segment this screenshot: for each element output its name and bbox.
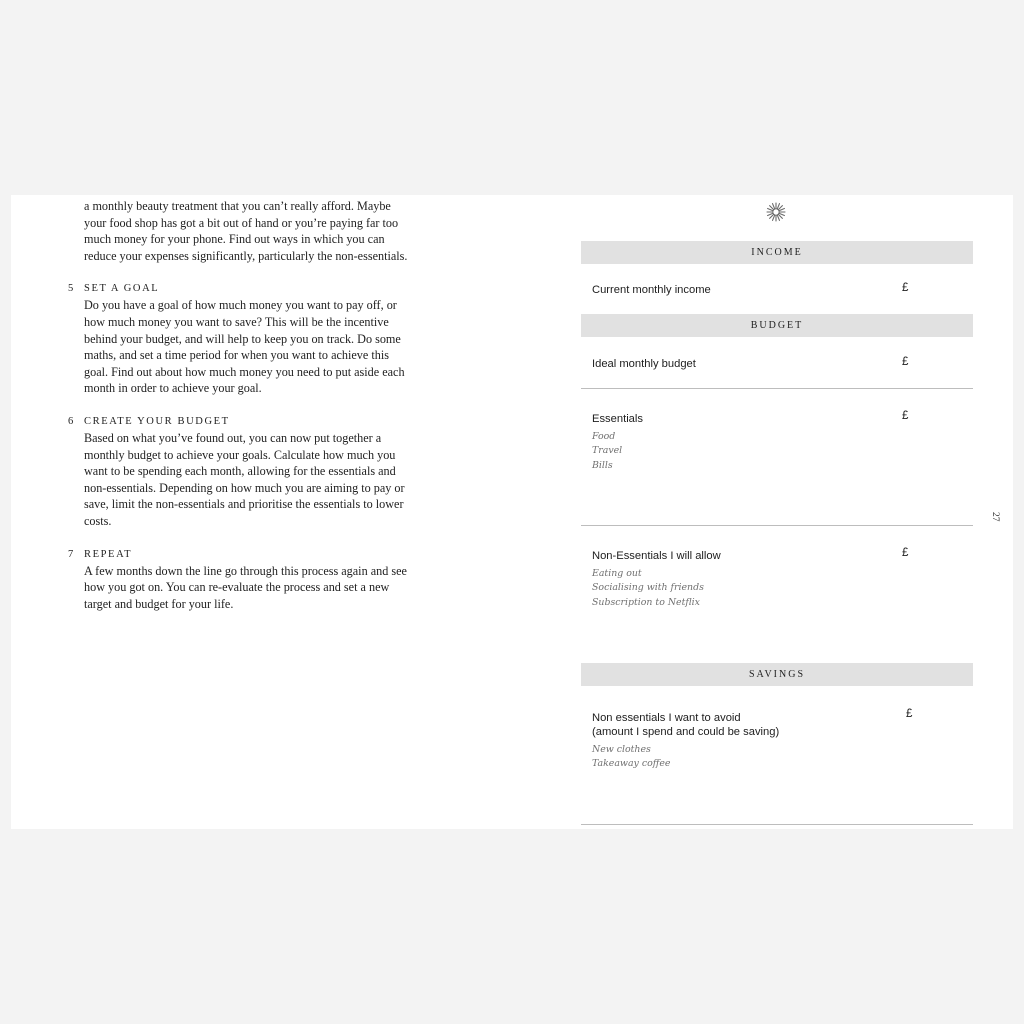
section-number: 5	[68, 283, 74, 295]
income-header: INCOME	[581, 241, 973, 264]
section-body: Do you have a goal of how much money you want to pay off, or how much money you want to save? This will be the incentive behind your budget, and will help to keep you on track. Do some maths, and set a time period for when you want to achieve this goal. Find out about how much money you need to put aside each month in order to achieve your goal.	[84, 298, 405, 396]
section-heading: SET A GOAL	[84, 283, 160, 295]
intro-paragraph: a monthly beauty treatment that you can’t really afford. Maybe your food shop has got a bit out of hand or you’re paying far too much money for your phone. Find out ways in which you can reduce your expenses significantly, particularly the non-essentials.	[84, 199, 408, 263]
non-essentials-item: Eating out	[592, 568, 642, 579]
essentials-label: Essentials	[592, 413, 643, 425]
currency-symbol: £	[902, 410, 909, 422]
non-essentials-label: Non-Essentials I will allow	[592, 550, 721, 562]
currency-symbol: £	[902, 282, 909, 294]
sun-ornament-icon	[766, 202, 786, 222]
left-page-text	[68, 198, 414, 612]
section-number: 6	[68, 415, 74, 427]
section-repeat	[68, 546, 414, 613]
section-heading: CREATE YOUR BUDGET	[84, 415, 230, 427]
page-number: 27	[990, 512, 1000, 522]
avoid-label-line1: Non essentials I want to avoid	[592, 712, 741, 724]
divider	[581, 388, 973, 389]
divider	[581, 824, 973, 825]
currency-symbol: £	[902, 356, 909, 368]
divider	[581, 525, 973, 526]
section-heading: REPEAT	[84, 548, 133, 560]
section-body: A few months down the line go through this process again and see how you got on. You can re-evaluate the process and set a new target and budget for your life.	[84, 563, 407, 611]
essentials-item: Travel	[592, 445, 623, 456]
ideal-budget-label: Ideal monthly budget	[592, 358, 696, 370]
currency-symbol: £	[906, 708, 913, 720]
section-set-goal	[68, 280, 414, 397]
current-income-label: Current monthly income	[592, 284, 711, 296]
non-essentials-item: Subscription to Netflix	[592, 597, 700, 608]
section-number: 7	[68, 548, 74, 560]
essentials-item: Food	[592, 431, 616, 442]
budget-header: BUDGET	[581, 314, 973, 337]
avoid-label-line2: (amount I spend and could be saving)	[592, 726, 780, 738]
currency-symbol: £	[902, 547, 909, 559]
non-essentials-item: Socialising with friends	[592, 582, 704, 593]
avoid-item: Takeaway coffee	[592, 758, 671, 769]
essentials-item: Bills	[592, 460, 613, 471]
savings-header: SAVINGS	[581, 663, 973, 686]
avoid-item: New clothes	[592, 744, 651, 755]
section-body: Based on what you’ve found out, you can now put together a monthly budget to achieve your goals. Calculate how much you want to be spending each month, allowing for the essentials and non-essentials. Depending on how much you are aiming to pay or save, limit the non-essentials and prioritise the essentials to lower costs.	[84, 430, 405, 528]
section-create-budget	[68, 413, 414, 530]
